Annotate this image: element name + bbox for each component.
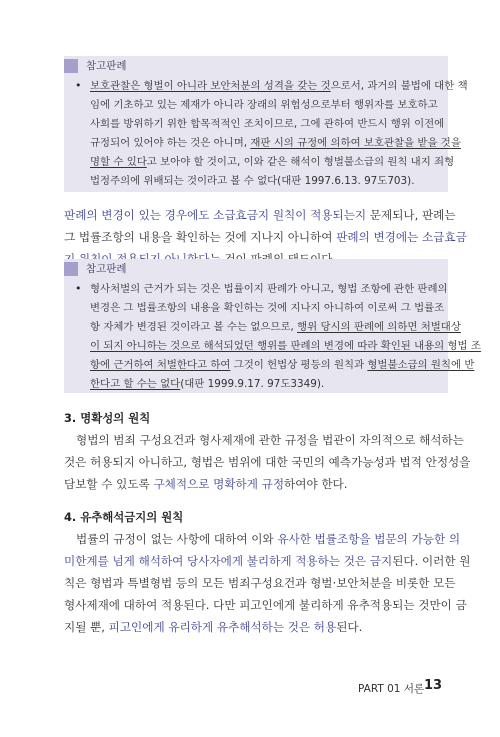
paragraph-line: 담보할 수 있도록 구체적으로 명확하게 규정하여야 한다. xyxy=(64,477,348,491)
bullet-icon: • xyxy=(75,79,82,92)
box-line: 항 자체가 변경된 것이라고 볼 수는 없으므로, 행위 당시의 판례에 의하면 처벌대상 xyxy=(90,321,461,333)
paragraph-line: 칙은 형법과 특별형법 등의 모든 범죄구성요건과 형벌·보안처분을 비롯한 모든 xyxy=(64,576,456,590)
paragraph-line: 판례의 변경이 있는 경우에도 소급효금지 원칙이 적용되는지 문제되나, 판례는 xyxy=(64,208,456,222)
reference-case-box-2 xyxy=(64,259,481,393)
paragraph-line: 지될 뿐, 피고인에게 유리하게 유추해석하는 것은 허용된다. xyxy=(64,620,363,634)
box-line: 법정주의에 위배되는 것이라고 볼 수 없다(대판 1997.6.13. 97도703). xyxy=(90,175,415,187)
paragraph-line: 형사제재에 대하여 적용된다. 다만 피고인에게 불리하게 유추적용되는 것만이 금 xyxy=(64,598,467,612)
box-title: 참고판례 xyxy=(86,263,127,275)
page-number: 13 xyxy=(424,678,443,693)
box-line: 명할 수 있다고 보아야 할 것이고, 이와 같은 해석이 형벌불소급의 원칙 내지 죄형 xyxy=(90,156,455,168)
square-marker-icon xyxy=(64,262,78,276)
box-line: 한다고 할 수는 없다(대판 1999.9.17. 97도3349). xyxy=(90,378,325,390)
section-heading: 4. 유추해석금지의 원칙 xyxy=(64,510,184,524)
footer-part-label: PART 01 서론 xyxy=(358,683,425,695)
box-line: 형사처벌의 근거가 되는 것은 법률이지 판례가 아니고, 형법 조항에 관한 판례의 xyxy=(90,283,448,295)
box-line: 보호관찰은 형벌이 아니라 보안처분의 성격을 갖는 것으로서, 과거의 불법에 대한 책 xyxy=(90,80,468,92)
box-line: 규정되어 있어야 하는 것은 아니며, 재판 시의 규정에 의하여 보호관찰을 받을 것을 xyxy=(90,137,461,149)
box-line: 변경은 그 법률조항의 내용을 확인하는 것에 지나지 아니하여 이로써 그 법률조 xyxy=(90,302,445,314)
square-marker-icon xyxy=(64,59,78,73)
paragraph-line: 것은 허용되지 아니하고, 형법은 범위에 대한 국민의 예측가능성과 법적 안정성을 xyxy=(64,455,471,469)
paragraph-line: 법률의 규정이 없는 사항에 대하여 이와 유사한 법률조항을 법문의 가능한 의 xyxy=(76,532,461,546)
box-line: 이 되지 아니하는 것으로 해석되었던 행위를 판례의 변경에 따라 확인된 내용의 형법 조 xyxy=(90,340,481,352)
section-heading: 3. 명확성의 원칙 xyxy=(64,411,151,425)
paragraph-line: 그 법률조항의 내용을 확인하는 것에 지나지 아니하여 판례의 변경에는 소급효금 xyxy=(64,230,467,244)
box-title: 참고판례 xyxy=(86,60,127,72)
box-line: 항에 근거하여 처벌한다고 하여 그것이 헌법상 평등의 원칙과 형벌불소급의 원칙에 반 xyxy=(90,359,475,371)
reference-case-box-1 xyxy=(64,56,468,192)
paragraph-line: 미한계를 넘게 해석하여 당사자에게 불리하게 적용하는 것은 금지된다. 이러한 원 xyxy=(64,554,471,568)
bullet-icon: • xyxy=(75,282,82,295)
box-line: 사회를 방위하기 위한 합목적적인 조치이므로, 그에 관하여 반드시 행위 이전에 xyxy=(90,118,445,130)
box-line: 임에 기초하고 있는 제재가 아니라 장래의 위험성으로부터 행위자를 보호하고 xyxy=(90,99,438,111)
paragraph-line: 형법의 범죄 구성요건과 형사제재에 관한 규정을 법관이 자의적으로 해석하는 xyxy=(76,433,464,447)
